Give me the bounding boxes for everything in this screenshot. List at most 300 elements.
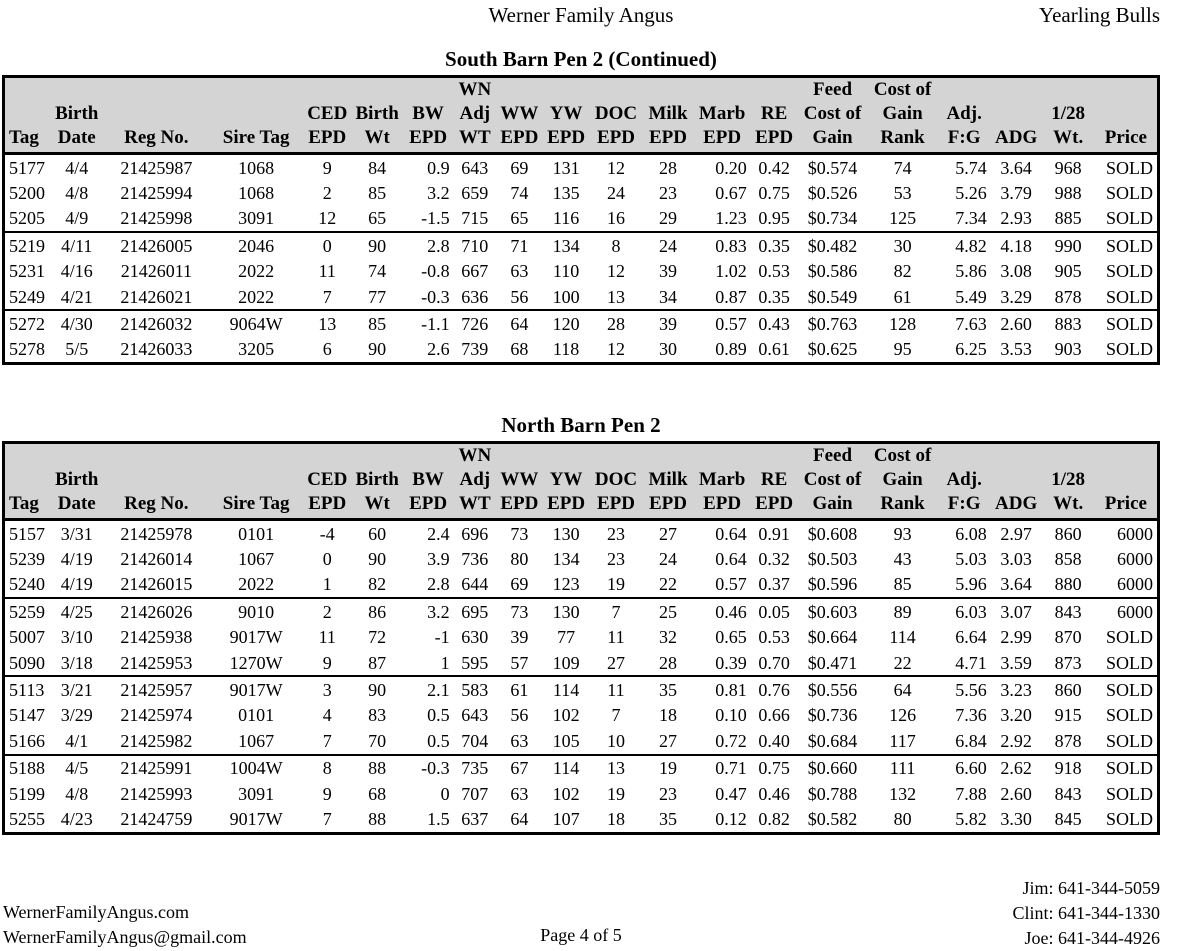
cell-tag: 5240 <box>9 574 45 595</box>
table-row <box>4 598 1159 624</box>
col-header-doc-epd <box>589 443 642 520</box>
col-header-line: Birth <box>355 469 399 490</box>
cell-reg-no: 21425957 <box>103 676 209 702</box>
cell-adg: 2.92 <box>1000 730 1032 751</box>
cell-tag: 5255 <box>9 808 45 829</box>
cell-bw-epd: 3.2 <box>427 183 450 204</box>
col-header-line: EPD <box>596 127 635 148</box>
cell-re-epd: 0.35 <box>751 232 798 258</box>
cell-price: SOLD <box>1105 208 1153 229</box>
cell-feed-cost-of-gain: $0.603 <box>797 598 867 624</box>
cell-marb-epd: 0.10 <box>715 705 747 726</box>
col-header-re-epd <box>751 77 798 154</box>
cell-ced-epd: 7 <box>322 730 332 751</box>
col-header-line: Price <box>1104 127 1147 148</box>
cell-birth-wt: 72 <box>368 627 387 648</box>
footer-email[interactable]: WernerFamilyAngus@gmail.com <box>3 927 247 947</box>
col-header-line <box>9 78 48 102</box>
cell-yw-epd: 102 <box>552 705 580 726</box>
cell-doc-epd: 7 <box>589 598 642 624</box>
footer-website[interactable]: WernerFamilyAngus.com <box>3 902 190 922</box>
cell-ced-epd: 0 <box>303 232 352 258</box>
cell-wt-1-28: 968 <box>1054 157 1082 178</box>
cell-bw-epd: 1.5 <box>427 808 450 829</box>
col-header-line <box>1044 78 1093 102</box>
col-header-tag <box>4 77 51 154</box>
cell-wt-1-28: 905 <box>1054 261 1082 282</box>
cell-sire-tag: 9017W <box>229 808 283 829</box>
table-row <box>4 781 1159 806</box>
cell-cost-of-gain-rank: 128 <box>868 310 938 336</box>
cell-marb-epd: 0.64 <box>715 523 747 544</box>
col-header-line: 1/28 <box>1051 103 1086 124</box>
col-header-sire-tag <box>209 443 302 520</box>
cell-feed-cost-of-gain: $0.763 <box>797 310 867 336</box>
cell-wn-adj-wt: 695 <box>454 598 496 624</box>
cell-wn-adj-wt: 736 <box>461 549 489 570</box>
col-header-line: EPD <box>648 493 687 514</box>
col-header-feed-cost-of-gain <box>797 443 867 520</box>
cell-birth-wt: 90 <box>368 339 387 360</box>
cell-sire-tag: 2022 <box>238 286 275 307</box>
cell-tag: 5200 <box>9 183 45 204</box>
cell-wn-adj-wt: 710 <box>454 232 496 258</box>
col-header-line: EPD <box>308 493 347 514</box>
col-header-line: Tag <box>9 127 39 148</box>
cell-cost-of-gain-rank: 95 <box>893 339 912 360</box>
col-header-line <box>753 444 796 468</box>
col-header-line <box>9 468 48 492</box>
cell-doc-epd: 12 <box>606 261 625 282</box>
cell-adg: 2.60 <box>991 310 1042 336</box>
col-header-line <box>105 78 207 102</box>
cell-feed-cost-of-gain: $0.734 <box>807 208 858 229</box>
col-header-line <box>993 444 1040 468</box>
cell-doc-epd: 18 <box>606 808 625 829</box>
cell-milk-epd: 35 <box>658 808 677 829</box>
cell-marb-epd: 0.72 <box>715 730 747 751</box>
cell-reg-no: 21425982 <box>120 730 193 751</box>
col-header-line: 1/28 <box>1051 469 1086 490</box>
cell-sire-tag: 0101 <box>238 705 275 726</box>
cell-ced-epd: 1 <box>322 574 332 595</box>
col-header-line: Tag <box>9 493 39 514</box>
cell-adj-fg: 6.60 <box>938 755 991 781</box>
col-header-line <box>52 444 101 468</box>
cell-birth-wt: 90 <box>352 232 403 258</box>
cell-price: SOLD <box>1105 261 1153 282</box>
cell-wn-adj-wt: 667 <box>461 261 489 282</box>
cell-re-epd: 0.46 <box>758 783 790 804</box>
cell-feed-cost-of-gain: $0.596 <box>807 574 858 595</box>
cell-wt-1-28: 885 <box>1054 208 1082 229</box>
col-header-line: Milk <box>648 103 688 124</box>
col-header-line: EPD <box>547 127 586 148</box>
col-header-line <box>498 78 541 102</box>
col-header-line: EPD <box>703 493 742 514</box>
cell-cost-of-gain-rank: 22 <box>893 652 912 673</box>
cell-doc-epd: 16 <box>606 208 625 229</box>
bull-table-north-barn <box>2 441 1160 835</box>
col-header-line: Reg No. <box>124 493 189 514</box>
cell-yw-epd: 130 <box>552 523 580 544</box>
cell-birth-date: 4/8 <box>65 183 89 204</box>
col-header-birth-date <box>50 443 103 520</box>
cell-wt-1-28: 873 <box>1054 652 1082 673</box>
cell-milk-epd: 22 <box>658 574 677 595</box>
col-header-birth-wt <box>352 77 403 154</box>
cell-yw-epd: 135 <box>552 183 580 204</box>
cell-tag: 5199 <box>9 783 45 804</box>
col-header-line <box>695 444 748 468</box>
cell-marb-epd: 0.87 <box>715 286 747 307</box>
cell-yw-epd: 134 <box>552 549 580 570</box>
cell-ww-epd: 57 <box>510 652 529 673</box>
cell-adj-fg: 6.25 <box>955 339 987 360</box>
cell-adj-fg: 5.56 <box>938 676 991 702</box>
table-row <box>4 728 1159 754</box>
cell-milk-epd: 32 <box>658 627 677 648</box>
cell-yw-epd: 110 <box>552 261 580 282</box>
col-header-line <box>940 78 989 102</box>
col-header-line: Marb <box>698 469 746 490</box>
cell-ww-epd: 64 <box>510 808 529 829</box>
table-row <box>4 755 1159 781</box>
cell-tag: 5205 <box>9 208 45 229</box>
cell-tag: 5231 <box>9 261 45 282</box>
cell-birth-wt: 77 <box>368 286 387 307</box>
col-header-line: WN <box>458 79 492 100</box>
cell-doc-epd: 27 <box>606 652 625 673</box>
cell-yw-epd: 100 <box>552 286 580 307</box>
cell-ww-epd: 74 <box>510 183 529 204</box>
col-header-line: Adj <box>459 103 491 124</box>
cell-price: 6000 <box>1095 598 1159 624</box>
cell-cost-of-gain-rank: 132 <box>889 783 917 804</box>
cell-reg-no: 21426005 <box>103 232 209 258</box>
cell-doc-epd: 7 <box>611 705 621 726</box>
cell-milk-epd: 28 <box>658 652 677 673</box>
cell-ww-epd: 63 <box>510 730 529 751</box>
col-header-line: WW <box>500 103 539 124</box>
cell-sire-tag: 1004W <box>209 755 302 781</box>
cell-ww-epd: 39 <box>510 627 529 648</box>
cell-reg-no: 21425978 <box>120 523 193 544</box>
cell-re-epd: 0.82 <box>758 808 790 829</box>
col-header-line <box>645 444 692 468</box>
cell-adg: 3.64 <box>1000 157 1032 178</box>
cell-re-epd: 0.91 <box>758 523 790 544</box>
cell-sire-tag: 1068 <box>238 157 275 178</box>
col-header-line <box>1044 444 1093 468</box>
cell-wn-adj-wt: 595 <box>461 652 489 673</box>
cell-yw-epd: 114 <box>543 676 590 702</box>
col-header-line: EPD <box>308 127 347 148</box>
cell-yw-epd: 118 <box>552 339 580 360</box>
cell-milk-epd: 23 <box>658 783 677 804</box>
cell-adg: 3.30 <box>1000 808 1032 829</box>
cell-reg-no: 21426015 <box>120 574 193 595</box>
col-header-line: Gain <box>812 127 853 148</box>
section-title-north-barn: North Barn Pen 2 <box>501 413 661 437</box>
col-header-line: CED <box>307 469 348 490</box>
cell-price: 6000 <box>1117 523 1153 544</box>
col-header-line: Gain <box>812 493 853 514</box>
cell-yw-epd: 109 <box>552 652 580 673</box>
cell-reg-no: 21426032 <box>103 310 209 336</box>
cell-ced-epd: 2 <box>322 183 332 204</box>
cell-wt-1-28: 843 <box>1054 783 1082 804</box>
cell-ced-epd: 6 <box>322 339 332 360</box>
col-header-line <box>993 78 1040 102</box>
col-header-line <box>52 78 101 102</box>
cell-wt-1-28: 878 <box>1054 730 1082 751</box>
col-header-line: Cost of <box>803 103 862 124</box>
cell-doc-epd: 8 <box>589 232 642 258</box>
cell-cost-of-gain-rank: 111 <box>868 755 938 781</box>
col-header-line <box>1097 444 1155 468</box>
col-header-line: Milk <box>648 469 688 490</box>
cell-reg-no: 21425953 <box>120 652 193 673</box>
cell-birth-date: 4/19 <box>60 574 93 595</box>
col-header-reg-no <box>103 443 209 520</box>
cell-marb-epd: 0.65 <box>715 627 747 648</box>
cell-bw-epd: 0 <box>440 783 450 804</box>
col-header-wn-adj-wt <box>454 443 496 520</box>
cell-cost-of-gain-rank: 53 <box>893 183 912 204</box>
cell-price: SOLD <box>1105 730 1153 751</box>
section-title-south-barn: South Barn Pen 2 (Continued) <box>445 47 717 71</box>
cell-adj-fg: 6.64 <box>955 627 987 648</box>
cell-reg-no: 21425987 <box>120 157 193 178</box>
cell-wn-adj-wt: 726 <box>454 310 496 336</box>
cell-wt-1-28: 990 <box>1042 232 1095 258</box>
table-row <box>4 337 1159 364</box>
cell-price: SOLD <box>1105 339 1153 360</box>
cell-wn-adj-wt: 707 <box>461 783 489 804</box>
table-row <box>4 284 1159 310</box>
col-header-line: Birth <box>355 103 399 124</box>
cell-milk-epd: 18 <box>658 705 677 726</box>
cell-tag: 5249 <box>9 286 45 307</box>
cell-birth-date: 4/23 <box>60 808 93 829</box>
cell-milk-epd: 34 <box>658 286 677 307</box>
cell-sire-tag: 9017W <box>209 676 302 702</box>
col-header-line: DOC <box>594 469 638 490</box>
table-row <box>4 650 1159 676</box>
cell-wn-adj-wt: 636 <box>461 286 489 307</box>
col-header-line: ADG <box>995 127 1038 148</box>
col-header-adj-fg <box>938 443 991 520</box>
cell-feed-cost-of-gain: $0.664 <box>807 627 858 648</box>
col-header-line: Gain <box>882 103 923 124</box>
cell-adg: 3.64 <box>1000 574 1032 595</box>
cell-birth-date: 4/8 <box>65 783 89 804</box>
table-row <box>4 259 1159 284</box>
cell-wn-adj-wt: 643 <box>461 705 489 726</box>
cell-yw-epd: 120 <box>543 310 590 336</box>
cell-wn-adj-wt: 696 <box>461 523 489 544</box>
col-header-line: BW <box>412 469 444 490</box>
cell-birth-date: 3/18 <box>60 652 93 673</box>
cell-price: SOLD <box>1095 232 1159 258</box>
col-header-line: Feed <box>812 445 853 466</box>
cell-ced-epd: 0 <box>322 549 332 570</box>
cell-wt-1-28: 880 <box>1054 574 1082 595</box>
col-header-line <box>753 78 796 102</box>
col-header-line <box>211 102 300 126</box>
col-header-line <box>645 78 692 102</box>
cell-birth-wt: 60 <box>368 523 387 544</box>
cell-feed-cost-of-gain: $0.503 <box>807 549 858 570</box>
cell-adg: 2.60 <box>1000 783 1032 804</box>
cell-feed-cost-of-gain: $0.625 <box>807 339 858 360</box>
cell-reg-no: 21425998 <box>120 208 193 229</box>
cell-reg-no: 21425974 <box>120 705 193 726</box>
col-header-line <box>105 444 207 468</box>
contact-clint: Clint: 641-344-1330 <box>1012 903 1160 923</box>
cell-birth-wt: 65 <box>368 208 387 229</box>
cell-feed-cost-of-gain: $0.549 <box>807 286 858 307</box>
cell-bw-epd: 2.4 <box>427 523 450 544</box>
cell-reg-no: 21426033 <box>120 339 193 360</box>
cell-yw-epd: 123 <box>552 574 580 595</box>
cell-adj-fg: 7.63 <box>938 310 991 336</box>
col-header-line: EPD <box>755 127 794 148</box>
cell-doc-epd: 13 <box>606 286 625 307</box>
cell-marb-epd: 0.57 <box>693 310 750 336</box>
cell-ced-epd: 9 <box>322 652 332 673</box>
col-header-line: Date <box>57 493 96 514</box>
cell-feed-cost-of-gain: $0.526 <box>807 183 858 204</box>
col-header-line: EPD <box>755 493 794 514</box>
cell-yw-epd: 134 <box>543 232 590 258</box>
cell-sire-tag: 1067 <box>238 549 275 570</box>
cell-sire-tag: 3205 <box>238 339 275 360</box>
cell-price: SOLD <box>1105 705 1153 726</box>
col-header-birth-wt <box>352 443 403 520</box>
cell-birth-wt: 88 <box>352 755 403 781</box>
cell-adg: 3.03 <box>1000 549 1032 570</box>
cell-doc-epd: 19 <box>606 574 625 595</box>
cell-re-epd: 0.05 <box>751 598 798 624</box>
cell-cost-of-gain-rank: 43 <box>893 549 912 570</box>
cell-doc-epd: 23 <box>606 523 625 544</box>
cell-bw-epd: 3.2 <box>403 598 454 624</box>
cell-birth-date: 3/29 <box>60 705 93 726</box>
col-header-birth-date <box>50 77 103 154</box>
cell-wt-1-28: 903 <box>1054 339 1082 360</box>
cell-birth-wt: 70 <box>368 730 387 751</box>
cell-adj-fg: 7.36 <box>955 705 987 726</box>
cell-bw-epd: 0.9 <box>427 157 450 178</box>
col-header-marb-epd <box>693 77 750 154</box>
col-header-re-epd <box>751 443 798 520</box>
cell-adg: 3.23 <box>991 676 1042 702</box>
cell-milk-epd: 39 <box>643 310 694 336</box>
cell-marb-epd: 0.20 <box>715 157 747 178</box>
cell-ced-epd: 7 <box>322 286 332 307</box>
cell-adg: 2.97 <box>1000 523 1032 544</box>
cell-ced-epd: 2 <box>303 598 352 624</box>
cell-birth-wt: 74 <box>368 261 387 282</box>
cell-ww-epd: 69 <box>510 157 529 178</box>
cell-feed-cost-of-gain: $0.582 <box>807 808 858 829</box>
col-header-line: Rank <box>880 493 925 514</box>
cell-sire-tag: 9017W <box>229 627 283 648</box>
cell-ww-epd: 71 <box>496 232 543 258</box>
cell-adg: 3.59 <box>1000 652 1032 673</box>
col-header-line: Wt <box>364 127 390 148</box>
cell-ww-epd: 73 <box>510 523 529 544</box>
cell-price: SOLD <box>1105 783 1153 804</box>
col-header-line: EPD <box>500 127 539 148</box>
cell-feed-cost-of-gain: $0.684 <box>807 730 858 751</box>
cell-milk-epd: 24 <box>658 549 677 570</box>
col-header-adj-fg <box>938 77 991 154</box>
cell-birth-date: 4/5 <box>50 755 103 781</box>
col-header-feed-cost-of-gain <box>797 77 867 154</box>
col-header-line: RE <box>760 469 788 490</box>
cell-milk-epd: 23 <box>658 183 677 204</box>
cell-birth-date: 4/1 <box>65 730 89 751</box>
col-header-line: Cost of <box>873 79 932 100</box>
cell-wn-adj-wt: 735 <box>454 755 496 781</box>
footer-phone-contacts <box>1013 876 1161 951</box>
cell-re-epd: 0.66 <box>758 705 790 726</box>
cell-doc-epd: 19 <box>606 783 625 804</box>
cell-birth-date: 3/10 <box>60 627 93 648</box>
col-header-adg <box>991 77 1042 154</box>
cell-bw-epd: -1.5 <box>421 208 450 229</box>
cell-re-epd: 0.61 <box>758 339 790 360</box>
col-header-ced-epd <box>303 443 352 520</box>
cell-birth-wt: 68 <box>368 783 387 804</box>
cell-re-epd: 0.35 <box>758 286 790 307</box>
cell-bw-epd: 1 <box>440 652 450 673</box>
table-row <box>4 546 1159 571</box>
col-header-line: Cost of <box>803 469 862 490</box>
col-header-line: EPD <box>596 493 635 514</box>
cell-wn-adj-wt: 644 <box>461 574 489 595</box>
cell-marb-epd: 0.67 <box>715 183 747 204</box>
cell-tag: 5239 <box>9 549 45 570</box>
cell-reg-no: 21426021 <box>120 286 193 307</box>
cell-birth-date: 4/25 <box>50 598 103 624</box>
cell-ced-epd: 12 <box>318 208 337 229</box>
cell-cost-of-gain-rank: 125 <box>889 208 917 229</box>
cell-wt-1-28: 858 <box>1054 549 1082 570</box>
cell-wt-1-28: 878 <box>1054 286 1082 307</box>
cell-cost-of-gain-rank: 89 <box>868 598 938 624</box>
col-header-ced-epd <box>303 77 352 154</box>
cell-adj-fg: 6.84 <box>955 730 987 751</box>
table-row <box>4 676 1159 702</box>
cell-adg: 3.20 <box>1000 705 1032 726</box>
cell-ced-epd: 9 <box>322 157 332 178</box>
page-number: Page 4 of 5 <box>540 925 622 945</box>
cell-birth-date: 4/30 <box>50 310 103 336</box>
cell-cost-of-gain-rank: 30 <box>868 232 938 258</box>
cell-bw-epd: -0.3 <box>421 286 450 307</box>
cell-yw-epd: 130 <box>543 598 590 624</box>
cell-reg-no: 21426011 <box>120 261 193 282</box>
cell-doc-epd: 10 <box>606 730 625 751</box>
cell-marb-epd: 0.83 <box>693 232 750 258</box>
cell-sire-tag: 9010 <box>209 598 302 624</box>
col-header-line <box>993 468 1040 492</box>
cell-marb-epd: 1.02 <box>715 261 747 282</box>
